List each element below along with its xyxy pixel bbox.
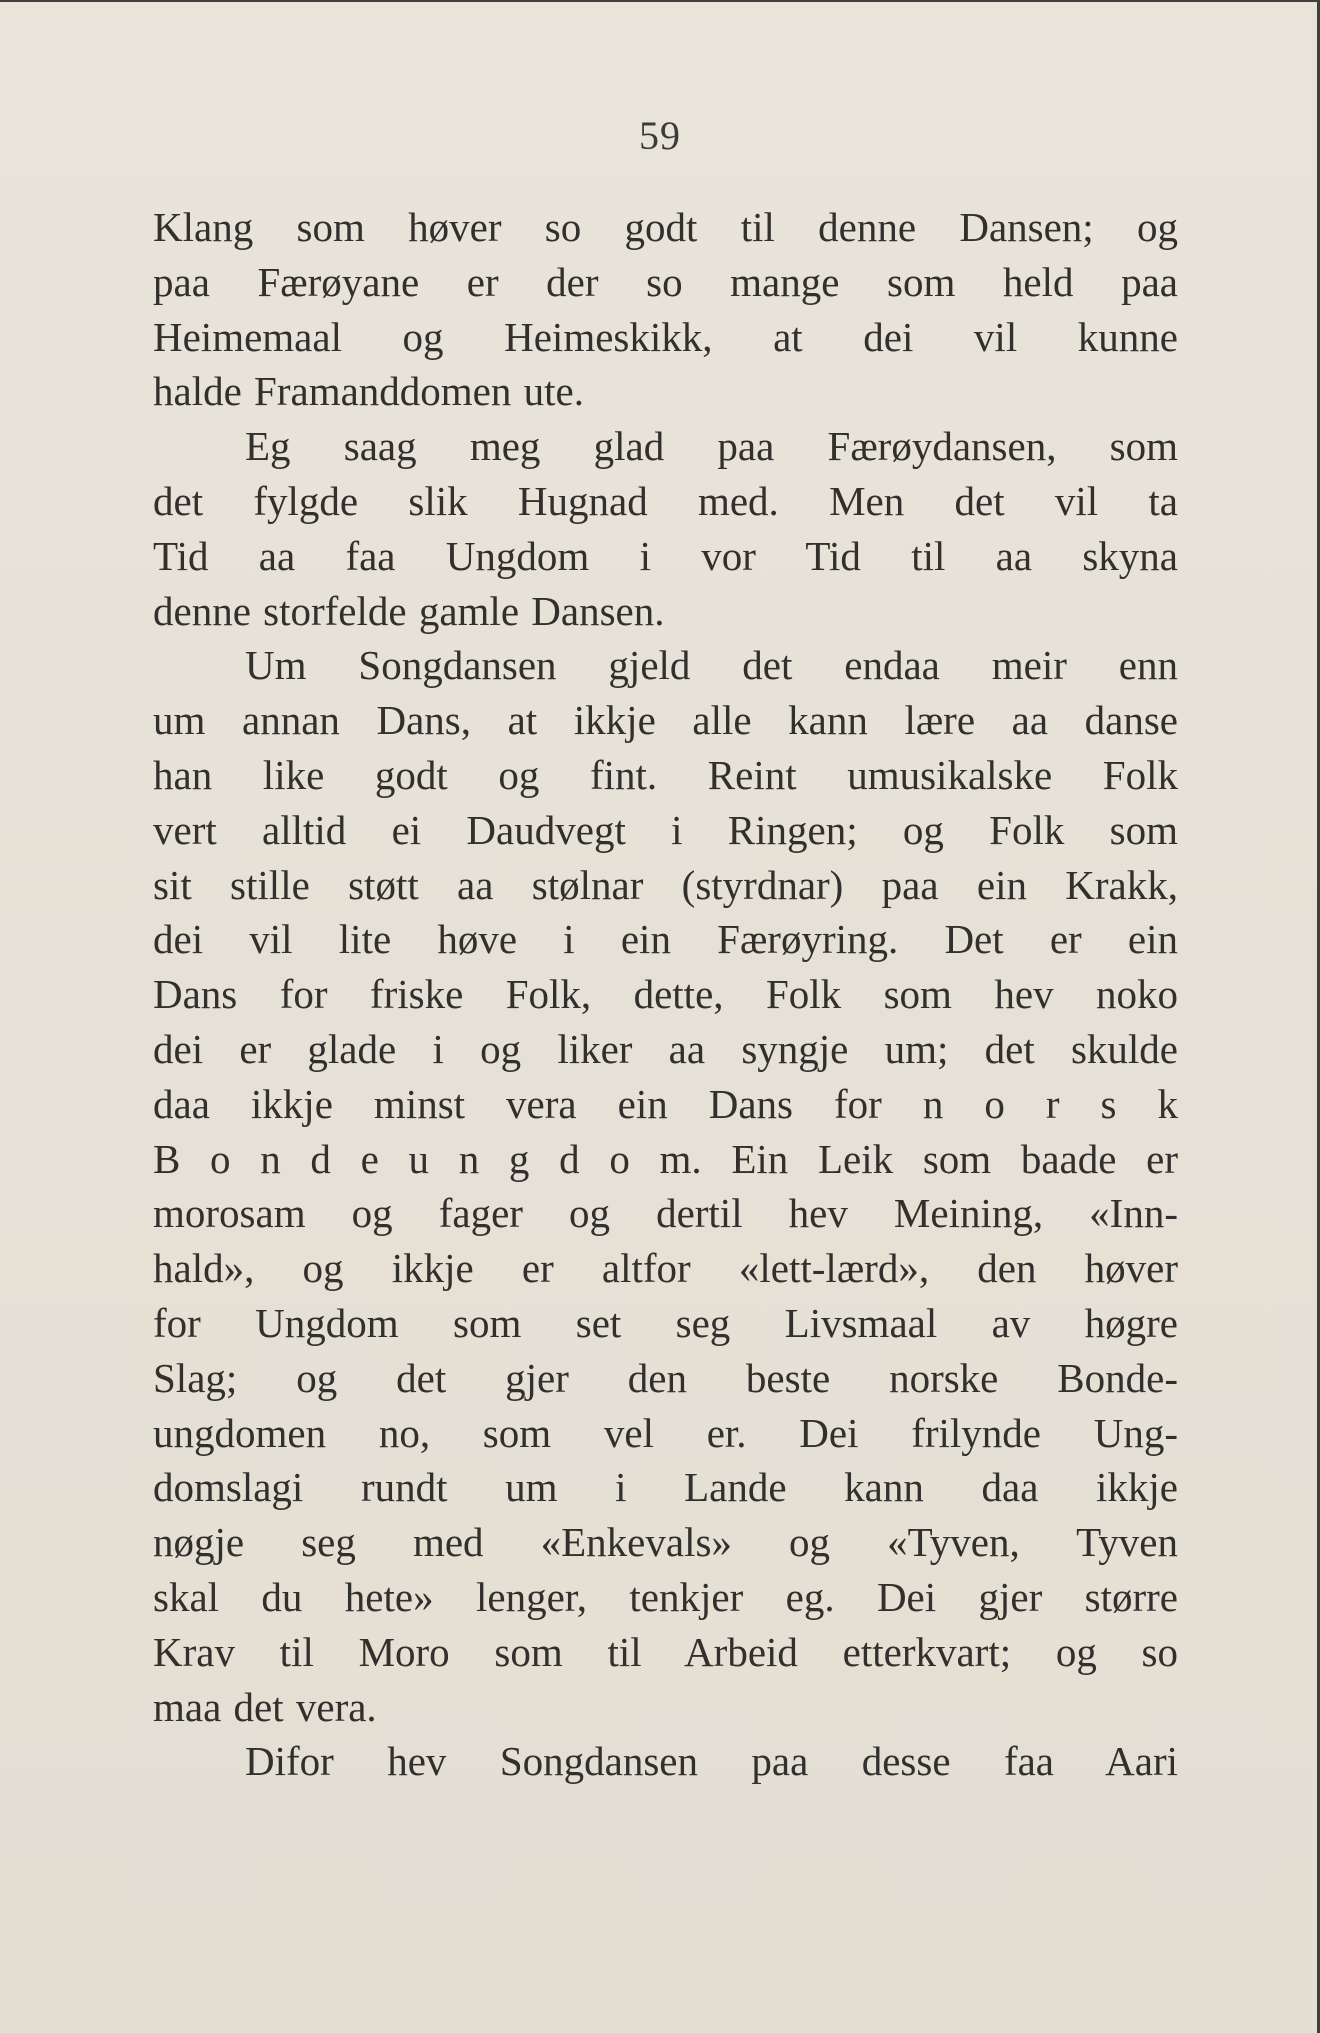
text-line: hald», og ikkje er altfor «lett-lærd», den høver — [153, 1245, 1178, 1292]
text-line: halde Framanddomen ute. — [153, 368, 584, 415]
text-line: daa ikkje minst vera ein Dans for n o r s k — [153, 1080, 1178, 1127]
text-line: han like godt og fint. Reint umusikalske Folk — [153, 751, 1178, 798]
page-number: 59 — [639, 113, 681, 158]
text-line: maa det vera. — [153, 1683, 377, 1730]
text-line: um annan Dans, at ikkje alle kann lære aa danse — [153, 697, 1178, 744]
text-line: Krav til Moro som til Arbeid etterkvart; og so — [153, 1628, 1178, 1675]
text-line: ungdomen no, som vel er. Dei frilynde Ung- — [153, 1409, 1178, 1456]
body-text — [153, 200, 1178, 1789]
text-line: denne storfelde gamle Dansen. — [153, 587, 665, 634]
text-line: Klang som høver so godt til denne Dansen; og — [153, 204, 1178, 250]
text-line: nøgje seg med «Enkevals» og «Tyven, Tyven — [153, 1519, 1178, 1566]
text-line: dei er glade i og liker aa syngje um; det skulde — [153, 1025, 1178, 1072]
text-line: Tid aa faa Ungdom i vor Tid til aa skyna — [153, 532, 1178, 579]
text-line: morosam og fager og dertil hev Meining, «Inn- — [153, 1190, 1178, 1237]
text-line: dei vil lite høve i ein Færøyring. Det er ein — [153, 916, 1178, 963]
text-line: domslagi rundt um i Lande kann daa ikkje — [153, 1464, 1178, 1511]
text-line: det fylgde slik Hugnad med. Men det vil ta — [153, 477, 1178, 524]
text-line: Eg saag meg glad paa Færøydansen, som — [245, 423, 1178, 470]
text-line: Difor hev Songdansen paa desse faa Aari — [245, 1738, 1178, 1785]
text-line: Dans for friske Folk, dette, Folk som hev noko — [153, 971, 1178, 1018]
text-line: paa Færøyane er der so mange som held paa — [153, 258, 1178, 305]
text-line: for Ungdom som set seg Livsmaal av høgre — [153, 1299, 1178, 1346]
text-line: Heimemaal og Heimeskikk, at dei vil kunne — [153, 313, 1178, 360]
text-line: Slag; og det gjer den beste norske Bonde- — [153, 1354, 1178, 1401]
text-line: B o n d e u n g d o m. Ein Leik som baade er — [153, 1135, 1178, 1182]
text-line: Um Songdansen gjeld det endaa meir enn — [245, 642, 1178, 689]
text-line: skal du hete» lenger, tenkjer eg. Dei gjer større — [153, 1573, 1178, 1620]
text-line: vert alltid ei Daudvegt i Ringen; og Folk som — [153, 806, 1178, 853]
text-line: sit stille støtt aa stølnar (styrdnar) paa ein Krakk, — [153, 861, 1178, 908]
